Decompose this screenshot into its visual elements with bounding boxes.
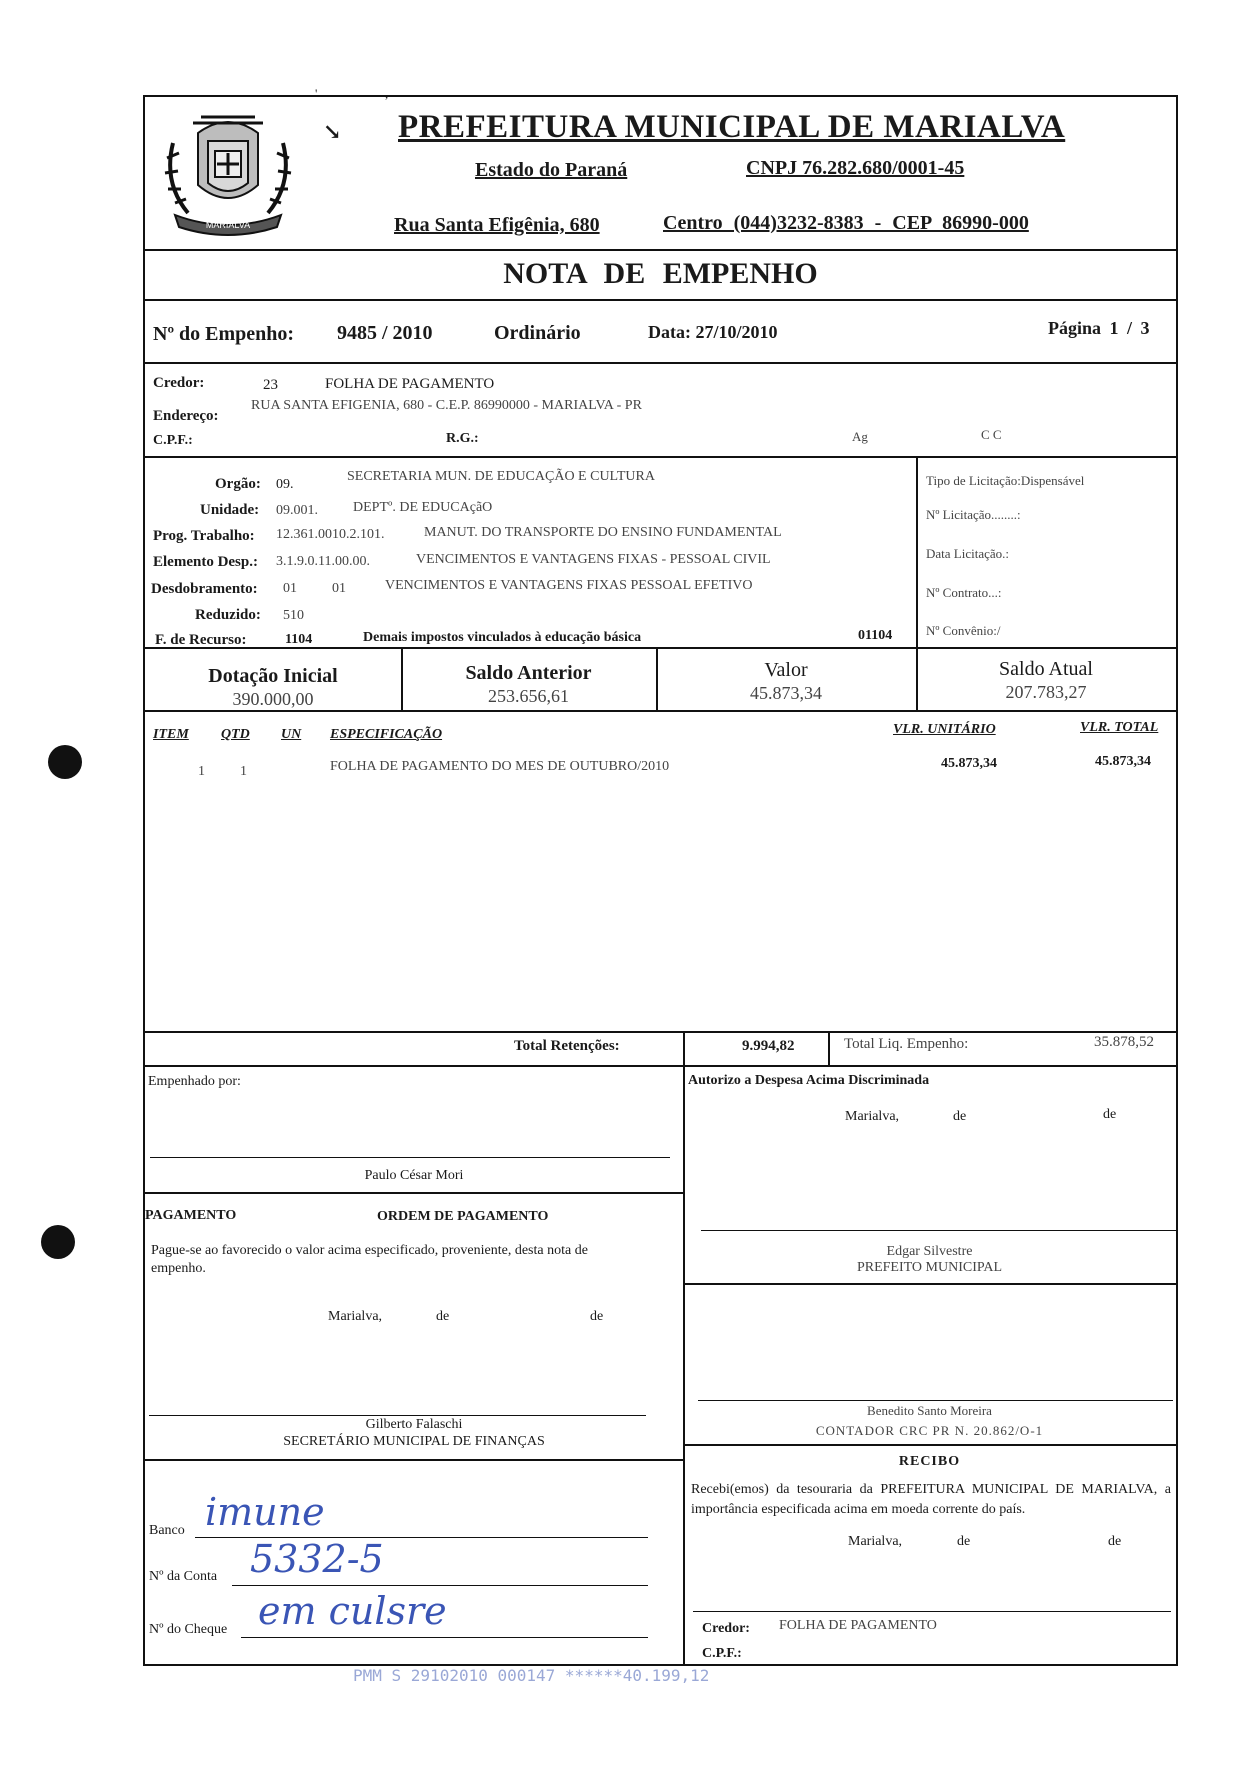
empenho-label: Nº do Empenho: [153,323,295,345]
conta-handwritten: 5332-5 [250,1537,384,1581]
endereco-value: RUA SANTA EFIGENIA, 680 - C.E.P. 86990000 - MARIALVA - PR [251,398,642,413]
pagamento-de-2: de [590,1309,604,1324]
account-cc-label: C C [981,427,1002,442]
empenho-number: 9485 / 2010 [337,322,433,344]
banco-handwritten: imune [205,1490,325,1534]
numero-convenio: Nº Convênio:/ [926,623,1001,638]
ordem-pagamento-label: ORDEM DE PAGAMENTO [377,1209,549,1224]
orgao-name: SECRETARIA MUN. DE EDUCAÇÃO E CULTURA [347,469,655,484]
desdobramento-name: VENCIMENTOS E VANTAGENS FIXAS PESSOAL EFETIVO [385,578,753,593]
recibo-de-2: de [1108,1534,1122,1549]
prog-trabalho-code: 12.361.0010.2.101. [276,527,385,542]
retencoes-label: Total Retenções: [514,1038,620,1054]
retencoes-value: 9.994,82 [742,1038,795,1054]
header-state: Estado do Paraná [475,159,628,181]
prefeito-name: Edgar Silvestre [886,1244,973,1259]
empenho-date: Data: 27/10/2010 [648,322,778,342]
credor-label: Credor: [153,375,205,391]
contador-title: CONTADOR CRC PR N. 20.862/O-1 [815,1423,1044,1438]
table-row-spec: FOLHA DE PAGAMENTO DO MES DE OUTUBRO/2010 [330,759,670,774]
page-indicator: Página 1 / 3 [1048,318,1150,338]
desdobramento-label: Desdobramento: [151,581,258,597]
banco-label: Banco [149,1523,185,1538]
table-row-unit-value: 45.873,34 [941,756,997,771]
secretary-name: Gilberto Falaschi [365,1417,463,1432]
agency-label: Ag [852,429,868,444]
unidade-label: Unidade: [200,502,260,518]
fonte-recurso-label: F. de Recurso: [155,632,247,648]
header-contact: Centro (044)3232-8383 - CEP 86990-000 [663,212,1029,234]
coat-of-arms-seal [153,103,303,241]
fonte-recurso-ref: 01104 [858,628,893,643]
saldo-anterior-value: 253.656,61 [488,686,569,706]
elemento-desp-name: VENCIMENTOS E VANTAGENS FIXAS - PESSOAL CIVIL [416,552,771,567]
numero-licitacao: Nº Licitação........: [926,507,1021,522]
numero-contrato: Nº Contrato...: [926,585,1002,600]
dotacao-inicial-label: Dotação Inicial [208,665,338,687]
reduzido-value: 510 [283,608,304,623]
header-title: PREFEITURA MUNICIPAL DE MARIALVA [398,109,1066,145]
header-street: Rua Santa Efigênia, 680 [394,214,600,236]
rg-label: R.G.: [446,431,479,446]
recibo-credor-label: Credor: [702,1621,750,1636]
seal-text: MARIALVA [205,220,251,230]
saldo-atual-label: Saldo Atual [999,658,1093,680]
col-header-unit-value: VLR. UNITÁRIO [893,722,996,737]
valor-label: Valor [764,659,808,681]
cheque-label: Nº do Cheque [149,1622,228,1637]
unidade-code: 09.001. [276,503,318,518]
empenhado-por-name: Paulo César Mori [364,1168,464,1183]
punch-hole-top [48,745,82,779]
col-header-qtd: QTD [221,727,250,742]
elemento-desp-label: Elemento Desp.: [153,554,258,570]
bird-mark: ↘ [323,119,342,144]
prog-trabalho-name: MANUT. DO TRANSPORTE DO ENSINO FUNDAMENTAL [424,525,782,540]
autorizo-place: Marialva, [845,1109,900,1124]
pagamento-label: PAGAMENTO [145,1208,237,1223]
data-licitacao: Data Licitação.: [926,546,1010,561]
prefeito-title: PREFEITO MUNICIPAL [856,1260,1003,1275]
col-header-total-value: VLR. TOTAL [1080,720,1159,735]
top-mark: , [385,86,389,101]
cheque-handwritten: em culsre [258,1589,447,1633]
credor-name: FOLHA DE PAGAMENTO [325,376,495,392]
top-mark: ' [315,86,318,101]
recibo-text: Recebi(emos) da tesouraria da PREFEITURA MUNICIPAL DE MARIALVA, a importância especificada acima em moeda corrente do país. [691,1482,1171,1517]
pagamento-de-1: de [436,1309,450,1324]
col-header-un: UN [281,727,302,742]
dotacao-inicial-value: 390.000,00 [232,689,314,709]
liq-empenho-value: 35.878,52 [1094,1034,1154,1050]
pagamento-text: Pague-se ao favorecido o valor acima especificado, proveniente, desta nota de empenho. [151,1243,588,1276]
desdobramento-code-a: 01 [283,581,297,596]
orgao-label: Orgão: [215,476,261,492]
unidade-name: DEPTº. DE EDUCAçãO [353,500,493,515]
table-row-total-value: 45.873,34 [1095,754,1151,769]
prog-trabalho-label: Prog. Trabalho: [153,528,255,544]
fonte-recurso-code: 1104 [285,632,313,647]
recibo-credor-value: FOLHA DE PAGAMENTO [779,1618,937,1633]
cpf-label: C.P.F.: [153,433,193,448]
contador-name: Benedito Santo Moreira [867,1403,992,1418]
col-header-spec: ESPECIFICAÇÃO [330,727,443,742]
doc-title: NOTA DE EMPENHO [503,257,818,290]
autorizo-de-2: de [1103,1107,1117,1122]
col-header-item: ITEM [153,727,189,742]
liq-empenho-label: Total Liq. Empenho: [844,1036,969,1052]
saldo-anterior-label: Saldo Anterior [465,662,592,684]
empenhado-por-label: Empenhado por: [148,1074,241,1089]
reduzido-label: Reduzido: [195,607,261,623]
credor-code: 23 [263,377,278,393]
tipo-licitacao: Tipo de Licitação:Dispensável [926,473,1085,488]
recibo-de-1: de [957,1534,971,1549]
desdobramento-code-b: 01 [332,581,346,596]
autorizo-label: Autorizo a Despesa Acima Discriminada [688,1073,930,1088]
recibo-cpf-label: C.P.F.: [702,1646,742,1661]
fonte-recurso-name: Demais impostos vinculados à educação básica [363,630,642,645]
empenho-type: Ordinário [494,322,581,344]
elemento-desp-code: 3.1.9.0.11.00.00. [276,554,370,569]
valor-value: 45.873,34 [750,683,822,703]
autorizo-de-1: de [953,1109,967,1124]
table-row-qtd: 1 [240,764,247,779]
pagamento-place: Marialva, [328,1309,383,1324]
conta-label: Nº da Conta [149,1569,218,1584]
table-row-item: 1 [198,764,205,779]
endereco-label: Endereço: [153,408,219,424]
recibo-title: RECIBO [898,1454,961,1469]
recibo-place: Marialva, [848,1534,903,1549]
orgao-code: 09. [276,477,294,492]
punch-hole-bottom [41,1225,75,1259]
secretary-title: SECRETÁRIO MUNICIPAL DE FINANÇAS [283,1434,545,1449]
bank-stamp: PMM S 29102010 000147 ******40.199,12 [353,1666,710,1685]
empenho-form [143,95,1178,1666]
saldo-atual-value: 207.783,27 [1005,682,1087,702]
header-cnpj: CNPJ 76.282.680/0001-45 [746,157,965,179]
